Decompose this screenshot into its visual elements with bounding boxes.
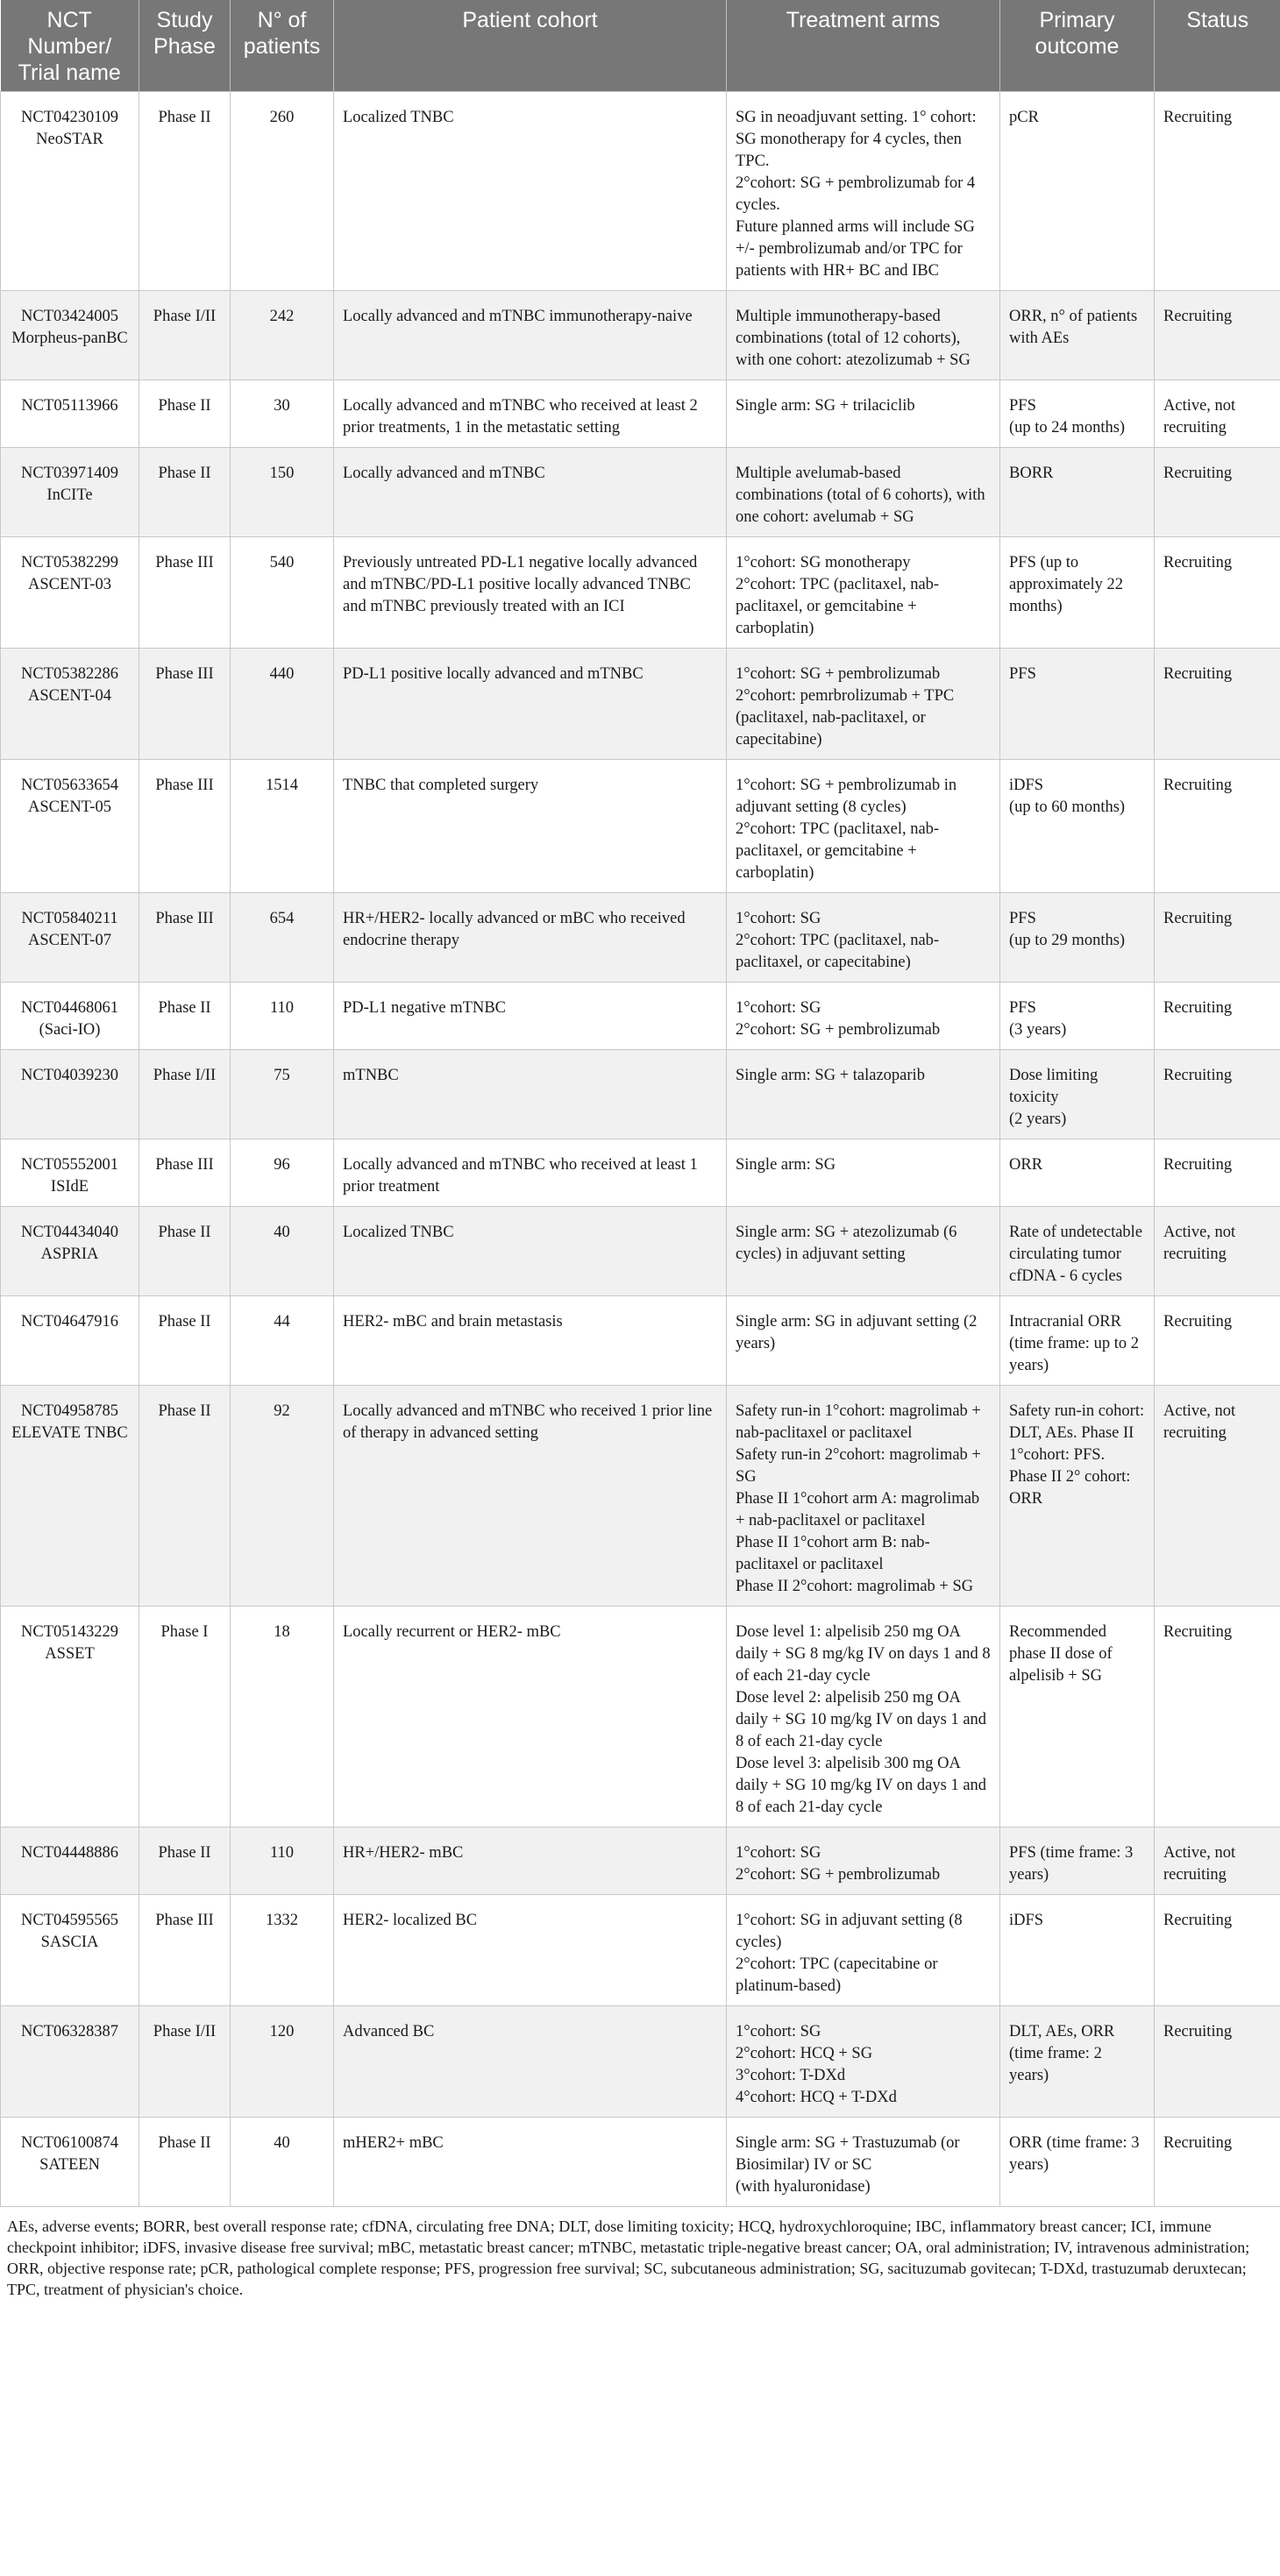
cell-cohort: TNBC that completed surgery	[334, 760, 727, 893]
cell-phase: Phase I/II	[139, 2006, 231, 2118]
cell-cohort: Previously untreated PD-L1 negative locally advanced and mTNBC/PD-L1 positive locally advanced TNBC and mTNBC previously treated with an ICI	[334, 537, 727, 649]
cell-phase: Phase III	[139, 649, 231, 760]
cell-nct: NCT04468061 (Saci-IO)	[1, 983, 139, 1050]
cell-status: Recruiting	[1155, 1607, 1280, 1827]
cell-status: Recruiting	[1155, 1895, 1280, 2006]
cell-cohort: HER2- mBC and brain metastasis	[334, 1296, 727, 1386]
cell-patients: 44	[231, 1296, 334, 1386]
cell-phase: Phase II	[139, 1296, 231, 1386]
table-row	[1, 1139, 1280, 1207]
cell-status: Recruiting	[1155, 92, 1280, 291]
table-row	[1, 448, 1280, 537]
table-row	[1, 1207, 1280, 1296]
cell-phase: Phase II	[139, 380, 231, 448]
cell-phase: Phase III	[139, 1895, 231, 2006]
table-row	[1, 92, 1280, 291]
cell-status: Recruiting	[1155, 291, 1280, 380]
table-row	[1, 1050, 1280, 1139]
cell-patients: 110	[231, 983, 334, 1050]
table-row	[1, 2118, 1280, 2207]
cell-patients: 440	[231, 649, 334, 760]
cell-primary-outcome: iDFS (up to 60 months)	[1000, 760, 1155, 893]
cell-primary-outcome: ORR, n° of patients with AEs	[1000, 291, 1155, 380]
cell-primary-outcome: PFS (up to approximately 22 months)	[1000, 537, 1155, 649]
cell-cohort: Localized TNBC	[334, 92, 727, 291]
table-row	[1, 1827, 1280, 1895]
header-cohort: Patient cohort	[334, 0, 727, 92]
table-row	[1, 2006, 1280, 2118]
cell-status: Recruiting	[1155, 2006, 1280, 2118]
cell-cohort: HER2- localized BC	[334, 1895, 727, 2006]
cell-nct: NCT05382286 ASCENT-04	[1, 649, 139, 760]
cell-nct: NCT06328387	[1, 2006, 139, 2118]
cell-nct: NCT05382299 ASCENT-03	[1, 537, 139, 649]
table-row	[1, 1895, 1280, 2006]
cell-nct: NCT04230109 NeoSTAR	[1, 92, 139, 291]
cell-cohort: Locally advanced and mTNBC who received 1 prior line of therapy in advanced setting	[334, 1386, 727, 1607]
cell-nct: NCT04958785 ELEVATE TNBC	[1, 1386, 139, 1607]
cell-phase: Phase II	[139, 1827, 231, 1895]
cell-treatment-arms: 1°cohort: SG monotherapy 2°cohort: TPC (paclitaxel, nab-paclitaxel, or gemcitabine + carboplatin)	[727, 537, 1000, 649]
cell-status: Recruiting	[1155, 1050, 1280, 1139]
cell-nct: NCT04039230	[1, 1050, 139, 1139]
cell-status: Recruiting	[1155, 893, 1280, 983]
cell-nct: NCT03424005 Morpheus-panBC	[1, 291, 139, 380]
cell-nct: NCT03971409 InCITe	[1, 448, 139, 537]
table-row	[1, 291, 1280, 380]
cell-primary-outcome: PFS (3 years)	[1000, 983, 1155, 1050]
header-row	[1, 0, 1280, 92]
cell-patients: 120	[231, 2006, 334, 2118]
header-arms: Treatment arms	[727, 0, 1000, 92]
cell-treatment-arms: 1°cohort: SG + pembrolizumab 2°cohort: pemrbrolizumab + TPC (paclitaxel, nab-paclitaxel, or capecitabine)	[727, 649, 1000, 760]
cell-phase: Phase II	[139, 983, 231, 1050]
cell-patients: 40	[231, 1207, 334, 1296]
table-row	[1, 537, 1280, 649]
cell-primary-outcome: BORR	[1000, 448, 1155, 537]
cell-primary-outcome: pCR	[1000, 92, 1155, 291]
cell-cohort: Locally advanced and mTNBC	[334, 448, 727, 537]
cell-patients: 92	[231, 1386, 334, 1607]
header-nct: NCT Number/ Trial name	[1, 0, 139, 92]
cell-primary-outcome: ORR	[1000, 1139, 1155, 1207]
cell-patients: 75	[231, 1050, 334, 1139]
cell-primary-outcome: ORR (time frame: 3 years)	[1000, 2118, 1155, 2207]
cell-status: Recruiting	[1155, 649, 1280, 760]
cell-status: Active, not recruiting	[1155, 1827, 1280, 1895]
table-row	[1, 1296, 1280, 1386]
cell-cohort: Locally advanced and mTNBC who received at least 1 prior treatment	[334, 1139, 727, 1207]
cell-nct: NCT04595565 SASCIA	[1, 1895, 139, 2006]
cell-patients: 40	[231, 2118, 334, 2207]
table-row	[1, 893, 1280, 983]
cell-status: Recruiting	[1155, 537, 1280, 649]
cell-patients: 30	[231, 380, 334, 448]
header-phase: Study Phase	[139, 0, 231, 92]
table-body	[1, 92, 1280, 2207]
table-row	[1, 380, 1280, 448]
cell-cohort: PD-L1 positive locally advanced and mTNBC	[334, 649, 727, 760]
cell-cohort: mTNBC	[334, 1050, 727, 1139]
cell-treatment-arms: 1°cohort: SG 2°cohort: SG + pembrolizumab	[727, 983, 1000, 1050]
cell-nct: NCT04647916	[1, 1296, 139, 1386]
cell-phase: Phase III	[139, 893, 231, 983]
cell-nct: NCT06100874 SATEEN	[1, 2118, 139, 2207]
cell-treatment-arms: Dose level 1: alpelisib 250 mg OA daily + SG 8 mg/kg IV on days 1 and 8 of each 21-day cycle Dose level 2: alpelisib 250 mg OA daily + SG 10 mg/kg IV on days 1 and 8 of each 21-day cycle Dose level 3: alpelisib 300 mg OA daily + SG 10 mg/kg IV on days 1 and 8 of each 21-day cycle	[727, 1607, 1000, 1827]
cell-cohort: Locally advanced and mTNBC who received at least 2 prior treatments, 1 in the metastatic setting	[334, 380, 727, 448]
cell-cohort: HR+/HER2- mBC	[334, 1827, 727, 1895]
table-row	[1, 1607, 1280, 1827]
cell-status: Active, not recruiting	[1155, 1386, 1280, 1607]
cell-patients: 540	[231, 537, 334, 649]
cell-nct: NCT05840211 ASCENT-07	[1, 893, 139, 983]
table-footnote: AEs, adverse events; BORR, best overall response rate; cfDNA, circulating free DNA; DLT, dose limiting toxicity; HCQ, hydroxychloroquine; IBC, inflammatory breast cancer; ICI, immune checkpoint inhibitor; iDFS, invasive disease free survival; mBC, metastatic breast cancer; mTNBC, metastatic triple-negative breast cancer; OA, oral administration; IV, intravenous administration; ORR, objective response rate; pCR, pathological complete response; PFS, progression free survival; SC, subcutaneous administration; SG, sacituzumab govitecan; T-DXd, trastuzumab deruxtecan; TPC, treatment of physician's choice.	[7, 2218, 1250, 2298]
cell-phase: Phase II	[139, 92, 231, 291]
cell-patients: 96	[231, 1139, 334, 1207]
cell-patients: 654	[231, 893, 334, 983]
cell-phase: Phase I/II	[139, 291, 231, 380]
cell-status: Recruiting	[1155, 448, 1280, 537]
cell-nct: NCT04448886	[1, 1827, 139, 1895]
cell-treatment-arms: 1°cohort: SG + pembrolizumab in adjuvant setting (8 cycles) 2°cohort: TPC (paclitaxel, nab-paclitaxel, or gemcitabine + carboplatin)	[727, 760, 1000, 893]
cell-treatment-arms: 1°cohort: SG 2°cohort: SG + pembrolizumab	[727, 1827, 1000, 1895]
table-row	[1, 1386, 1280, 1607]
cell-patients: 1514	[231, 760, 334, 893]
cell-patients: 242	[231, 291, 334, 380]
cell-patients: 260	[231, 92, 334, 291]
cell-cohort: Locally advanced and mTNBC immunotherapy-naive	[334, 291, 727, 380]
cell-patients: 18	[231, 1607, 334, 1827]
cell-primary-outcome: Rate of undetectable circulating tumor cfDNA - 6 cycles	[1000, 1207, 1155, 1296]
table-header	[1, 0, 1280, 92]
cell-phase: Phase III	[139, 1139, 231, 1207]
cell-treatment-arms: Single arm: SG + Trastuzumab (or Biosimilar) IV or SC (with hyaluronidase)	[727, 2118, 1000, 2207]
cell-treatment-arms: Single arm: SG + atezolizumab (6 cycles) in adjuvant setting	[727, 1207, 1000, 1296]
cell-treatment-arms: 1°cohort: SG 2°cohort: TPC (paclitaxel, nab-paclitaxel, or capecitabine)	[727, 893, 1000, 983]
table-row	[1, 649, 1280, 760]
table-row	[1, 760, 1280, 893]
cell-nct: NCT05113966	[1, 380, 139, 448]
cell-treatment-arms: Multiple avelumab-based combinations (total of 6 cohorts), with one cohort: avelumab + SG	[727, 448, 1000, 537]
cell-primary-outcome: PFS	[1000, 649, 1155, 760]
cell-cohort: Locally recurrent or HER2- mBC	[334, 1607, 727, 1827]
cell-patients: 150	[231, 448, 334, 537]
cell-status: Recruiting	[1155, 760, 1280, 893]
cell-treatment-arms: SG in neoadjuvant setting. 1° cohort: SG monotherapy for 4 cycles, then TPC. 2°cohort: SG + pembrolizumab for 4 cycles. Future planned arms will include SG +/- pembrolizumab and/or TPC for patients with HR+ BC and IBC	[727, 92, 1000, 291]
cell-primary-outcome: PFS (up to 29 months)	[1000, 893, 1155, 983]
cell-treatment-arms: Single arm: SG	[727, 1139, 1000, 1207]
cell-nct: NCT04434040 ASPRIA	[1, 1207, 139, 1296]
cell-phase: Phase III	[139, 760, 231, 893]
cell-nct: NCT05552001 ISIdE	[1, 1139, 139, 1207]
cell-treatment-arms: Single arm: SG in adjuvant setting (2 years)	[727, 1296, 1000, 1386]
cell-phase: Phase II	[139, 1207, 231, 1296]
cell-treatment-arms: Multiple immunotherapy-based combinations (total of 12 cohorts), with one cohort: atezolizumab + SG	[727, 291, 1000, 380]
cell-cohort: HR+/HER2- locally advanced or mBC who received endocrine therapy	[334, 893, 727, 983]
cell-status: Recruiting	[1155, 983, 1280, 1050]
cell-primary-outcome: DLT, AEs, ORR (time frame: 2 years)	[1000, 2006, 1155, 2118]
cell-cohort: mHER2+ mBC	[334, 2118, 727, 2207]
cell-treatment-arms: Single arm: SG + talazoparib	[727, 1050, 1000, 1139]
cell-primary-outcome: Dose limiting toxicity (2 years)	[1000, 1050, 1155, 1139]
cell-primary-outcome: Recommended phase II dose of alpelisib + SG	[1000, 1607, 1155, 1827]
cell-phase: Phase II	[139, 2118, 231, 2207]
cell-nct: NCT05143229 ASSET	[1, 1607, 139, 1827]
cell-cohort: PD-L1 negative mTNBC	[334, 983, 727, 1050]
header-outcome: Primary outcome	[1000, 0, 1155, 92]
cell-primary-outcome: Safety run-in cohort: DLT, AEs. Phase II 1°cohort: PFS. Phase II 2° cohort: ORR	[1000, 1386, 1155, 1607]
cell-status: Recruiting	[1155, 2118, 1280, 2207]
cell-status: Active, not recruiting	[1155, 1207, 1280, 1296]
cell-cohort: Localized TNBC	[334, 1207, 727, 1296]
cell-primary-outcome: PFS (up to 24 months)	[1000, 380, 1155, 448]
cell-phase: Phase III	[139, 537, 231, 649]
cell-status: Active, not recruiting	[1155, 380, 1280, 448]
cell-phase: Phase I	[139, 1607, 231, 1827]
cell-primary-outcome: iDFS	[1000, 1895, 1155, 2006]
cell-patients: 110	[231, 1827, 334, 1895]
cell-treatment-arms: Single arm: SG + trilaciclib	[727, 380, 1000, 448]
cell-phase: Phase II	[139, 1386, 231, 1607]
cell-treatment-arms: 1°cohort: SG in adjuvant setting (8 cycles) 2°cohort: TPC (capecitabine or platinum-based)	[727, 1895, 1000, 2006]
header-status: Status	[1155, 0, 1280, 92]
table-row	[1, 983, 1280, 1050]
cell-treatment-arms: Safety run-in 1°cohort: magrolimab + nab-paclitaxel or paclitaxel Safety run-in 2°cohort: magrolimab + SG Phase II 1°cohort arm A: magrolimab + nab-paclitaxel or paclitaxel Phase II 1°cohort arm B: nab-paclitaxel or paclitaxel Phase II 2°cohort: magrolimab + SG	[727, 1386, 1000, 1607]
cell-primary-outcome: Intracranial ORR (time frame: up to 2 years)	[1000, 1296, 1155, 1386]
cell-treatment-arms: 1°cohort: SG 2°cohort: HCQ + SG 3°cohort: T-DXd 4°cohort: HCQ + T-DXd	[727, 2006, 1000, 2118]
cell-status: Recruiting	[1155, 1139, 1280, 1207]
cell-cohort: Advanced BC	[334, 2006, 727, 2118]
header-patients: N° of patients	[231, 0, 334, 92]
cell-phase: Phase II	[139, 448, 231, 537]
cell-nct: NCT05633654 ASCENT-05	[1, 760, 139, 893]
cell-patients: 1332	[231, 1895, 334, 2006]
cell-status: Recruiting	[1155, 1296, 1280, 1386]
cell-primary-outcome: PFS (time frame: 3 years)	[1000, 1827, 1155, 1895]
cell-phase: Phase I/II	[139, 1050, 231, 1139]
